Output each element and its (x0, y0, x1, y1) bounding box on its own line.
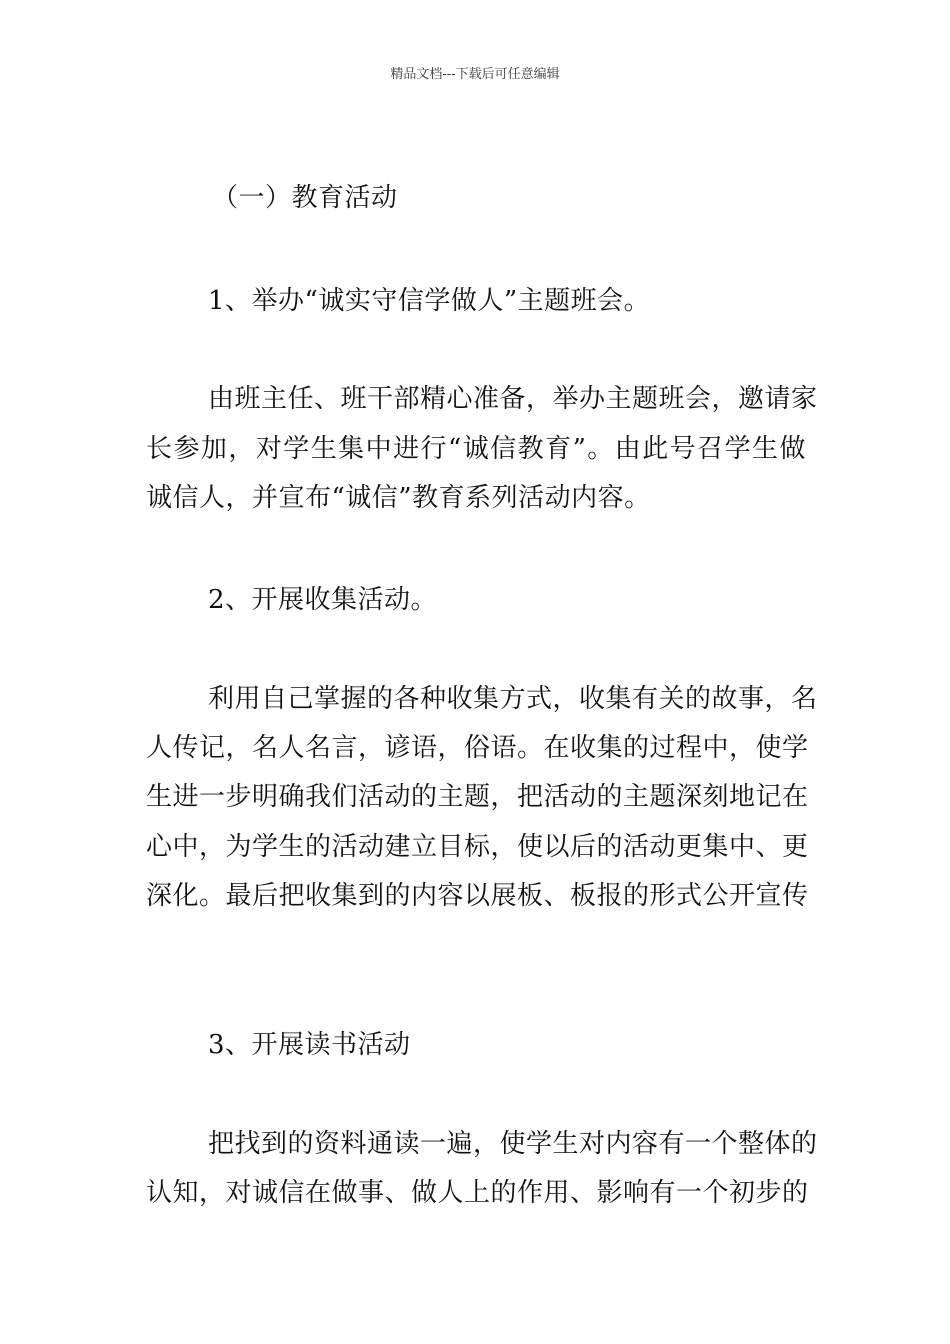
item2-heading: 2、开展收集活动。 (208, 585, 438, 615)
item1-paragraph-line-2: 长参加，对学生集中进行“诚信教育”。由此号召学生做 (146, 434, 806, 464)
item3-paragraph-line-1: 把找到的资料通读一遍，使学生对内容有一个整体的 (208, 1129, 818, 1159)
page-header: 精品文档---下载后可任意编辑 (390, 67, 560, 82)
item3-paragraph-line-2: 认知，对诚信在做事、做人上的作用、影响有一个初步的 (146, 1178, 809, 1208)
item2-paragraph-line-1: 利用自己掌握的各种收集方式，收集有关的故事，名 (208, 684, 818, 714)
item1-paragraph-line-3: 诚信人，并宣布“诚信”教育系列活动内容。 (146, 483, 651, 513)
item1-paragraph-line-1: 由班主任、班干部精心准备，举办主题班会，邀请家 (208, 384, 818, 414)
item2-paragraph-line-3: 生进一步明确我们活动的主题，把活动的主题深刻地记在 (146, 782, 809, 812)
item3-heading: 3、开展读书活动 (208, 1030, 411, 1060)
item2-paragraph-line-5: 深化。最后把收集到的内容以展板、板报的形式公开宣传 (146, 881, 809, 911)
item2-paragraph-line-2: 人传记，名人名言，谚语，俗语。在收集的过程中，使学 (146, 733, 809, 763)
item2-paragraph-line-4: 心中，为学生的活动建立目标，使以后的活动更集中、更 (146, 832, 809, 862)
item1-heading: 1、举办“诚实守信学做人”主题班会。 (208, 286, 651, 316)
section-title: （一）教育活动 (212, 183, 398, 213)
